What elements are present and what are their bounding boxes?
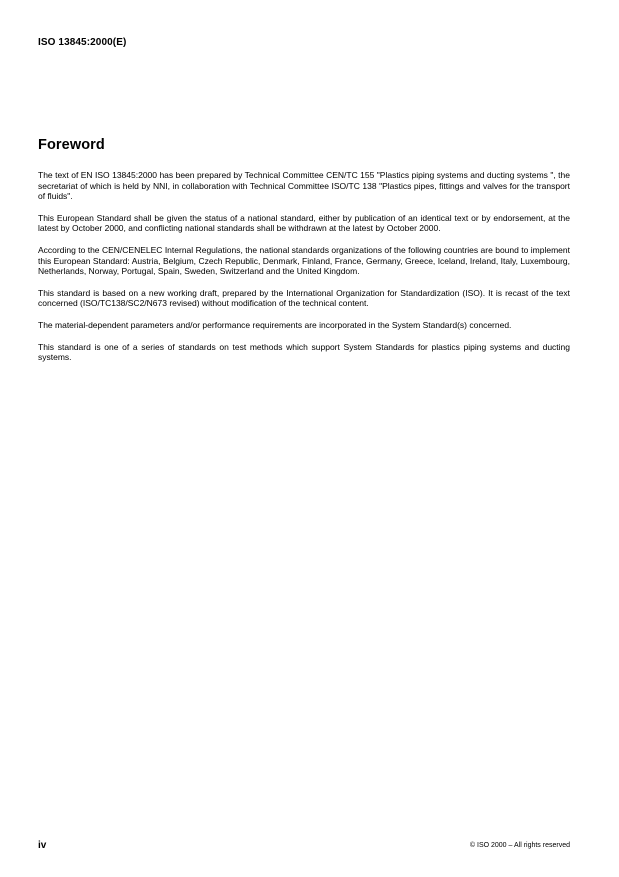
paragraph-6: This standard is one of a series of standards on test methods which support System Standards for plastics piping systems and ducting systems. [38, 341, 570, 363]
paragraph-4: This standard is based on a new working draft, prepared by the International Organization for Standardization (ISO). It is recast of the text concerned (ISO/TC138/SC2/N673 revised) without modification of the technical content. [38, 287, 570, 309]
document-id-header: ISO 13845:2000(E) [38, 37, 127, 48]
page-title: Foreword [38, 137, 105, 153]
paragraph-1: The text of EN ISO 13845:2000 has been prepared by Technical Committee CEN/TC 155 "Plastics piping systems and ducting systems ", the secretariat of which is held by NNI, in collaboration with Technical Committee ISO/TC 138 "Plastics pipes, fittings and valves for the transport of fluids". [38, 170, 570, 202]
foreword-body [38, 170, 570, 374]
paragraph-5: The material-dependent parameters and/or performance requirements are incorporated in the System Standard(s) concerned. [38, 319, 512, 330]
paragraph-3: According to the CEN/CENELEC Internal Regulations, the national standards organizations of the following countries are bound to implement this European Standard: Austria, Belgium, Czech Republic, Denmark, Finland, France, Germany, Greece, Iceland, Ireland, Italy, Luxembourg, Netherlands, Norway, Portugal, Spain, Sweden, Switzerland and the United Kingdom. [38, 244, 570, 277]
copyright-notice: © ISO 2000 – All rights reserved [469, 842, 570, 849]
page-number: iv [38, 840, 47, 851]
paragraph-2: This European Standard shall be given the status of a national standard, either by publication of an identical text or by endorsement, at the latest by October 2000, and conflicting national standards shall be withdrawn at the latest by October 2000. [38, 212, 570, 234]
